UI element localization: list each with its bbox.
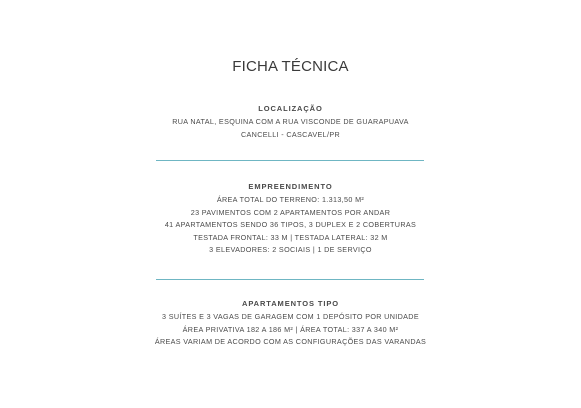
empreendimento-line: TESTADA FRONTAL: 33 M | TESTADA LATERAL: 32 M <box>193 232 388 242</box>
apartamentos-line: ÁREAS VARIAM DE ACORDO COM AS CONFIGURAÇÕES DAS VARANDAS <box>154 337 427 347</box>
empreendimento-line: ÁREA TOTAL DO TERRENO: 1.313,50 M² <box>216 195 365 204</box>
localizacao-city-line: CANCELLI - CASCAVEL/PR <box>240 129 341 139</box>
section-localizacao <box>0 104 581 141</box>
section-heading-apartamentos-tipo: APARTAMENTOS TIPO <box>242 299 339 308</box>
section-apartamentos-tipo <box>0 299 581 349</box>
apartamentos-line: 3 SUÍTES E 3 VAGAS DE GARAGEM COM 1 DEPÓSITO POR UNIDADE <box>162 312 419 321</box>
section-heading-localizacao: LOCALIZAÇÃO <box>258 104 323 113</box>
apartamentos-line: ÁREA PRIVATIVA 182 A 186 M² | ÁREA TOTAL: 337 A 340 M² <box>182 324 399 334</box>
page-title: FICHA TÉCNICA <box>232 58 349 75</box>
section-divider <box>156 160 424 161</box>
localizacao-address-line: RUA NATAL, ESQUINA COM A RUA VISCONDE DE GUARAPUAVA <box>172 117 409 126</box>
section-divider <box>156 279 424 280</box>
empreendimento-line: 3 ELEVADORES: 2 SOCIAIS | 1 DE SERVIÇO <box>209 245 372 255</box>
empreendimento-line: 41 APARTAMENTOS SENDO 36 TIPOS, 3 DUPLEX E 2 COBERTURAS <box>164 220 417 230</box>
empreendimento-line: 23 PAVIMENTOS COM 2 APARTAMENTOS POR ANDAR <box>190 207 391 217</box>
section-heading-empreendimento: EMPREENDIMENTO <box>248 182 333 191</box>
section-empreendimento <box>0 182 581 257</box>
